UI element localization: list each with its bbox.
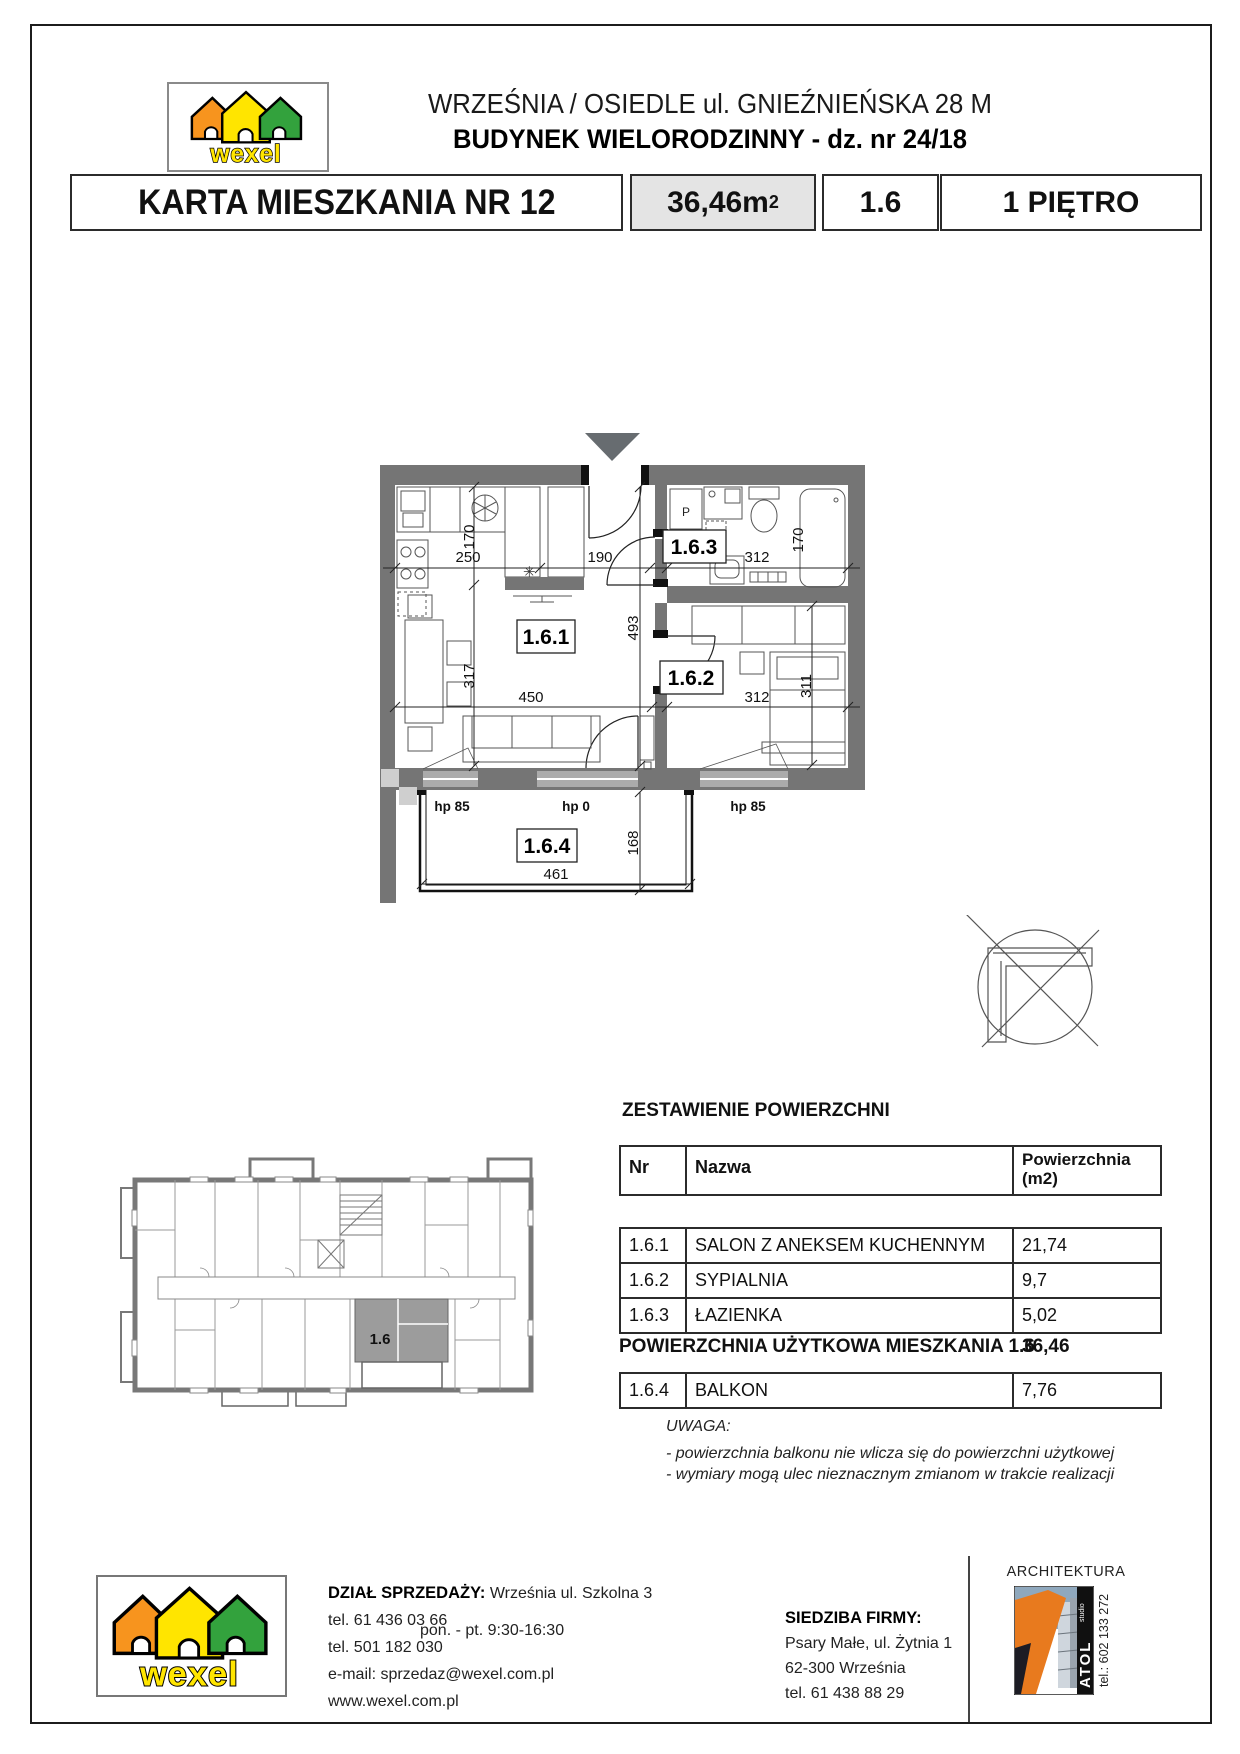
dim-salon-left-height: 317 <box>461 663 478 689</box>
highlighted-unit <box>355 1299 448 1388</box>
unit-label: 1.6 <box>369 1331 391 1348</box>
dim-salon-height: 493 <box>625 615 642 641</box>
table-row <box>621 1229 1160 1264</box>
dim-bedroom-height: 311 <box>798 674 815 698</box>
atol-name: ATOL <box>1077 1640 1094 1688</box>
balcony-row-box <box>619 1372 1162 1409</box>
sales-phone1: tel. 61 436 03 66 <box>328 1612 448 1629</box>
wexel-logo-text: wexel <box>210 140 282 166</box>
row-name: BALKON <box>687 1374 1014 1407</box>
area-sup: 2 <box>768 192 779 212</box>
building-plan <box>108 1148 548 1428</box>
orientation-symbol-icon <box>965 915 1105 1055</box>
footer-divider <box>968 1556 970 1722</box>
table-header-row <box>619 1145 1162 1196</box>
total-label: POWIERZCHNIA UŻYTKOWA MIESZKANIA 1.6 <box>619 1336 1035 1357</box>
wexel-footer-logo <box>96 1575 287 1697</box>
floor-box: 1 PIĘTRO <box>940 174 1202 231</box>
hq-address2: 62-300 Września <box>785 1660 906 1677</box>
door-arcs <box>586 486 715 768</box>
atol-studio-logo <box>1014 1586 1094 1695</box>
header-location: WRZEŚNIA / OSIEDLE ul. GNIEŹNIEŃSKA 28 M <box>427 88 992 119</box>
dim-balcony-depth: 168 <box>625 830 642 856</box>
sales-phone2: tel. 501 182 030 <box>328 1639 443 1656</box>
row-area: 7,76 <box>1022 1380 1058 1400</box>
row-area: 9,7 <box>1022 1270 1048 1290</box>
col-header-area: Powierzchnia (m2) <box>1022 1150 1131 1188</box>
row-nr: 1.6.1 <box>621 1229 687 1262</box>
col-header-name: Nazwa <box>687 1147 1014 1194</box>
wexel-logo-icon <box>169 84 323 166</box>
dim-kitchen-width: 250 <box>455 549 481 566</box>
dim-hall-width: 190 <box>587 549 613 566</box>
table-row <box>621 1374 1160 1407</box>
wexel-footer-logo-text: wexel <box>140 1655 239 1691</box>
washer-label: P <box>681 505 691 519</box>
note-line: - powierzchnia balkonu nie wlicza się do powierzchni użytkowej <box>666 1445 1115 1462</box>
summary-heading: ZESTAWIENIE POWIERZCHNI <box>622 1100 890 1121</box>
header-building: BUDYNEK WIELORODZINNY - dz. nr 24/18 <box>452 124 968 154</box>
room-label-balcony: 1.6.4 <box>523 835 571 858</box>
sales-address: Września ul. Szkolna 3 <box>489 1585 653 1602</box>
sales-email: e-mail: sprzedaz@wexel.com.pl <box>328 1666 555 1683</box>
row-nr: 1.6.3 <box>621 1299 687 1332</box>
ceiling-symbol: ✳ <box>523 564 536 581</box>
building-corridor <box>158 1277 515 1299</box>
row-name: ŁAZIENKA <box>687 1299 1014 1332</box>
sales-department-block <box>328 1580 688 1715</box>
entry-arrow-icon <box>585 433 640 461</box>
hp-labels <box>434 799 766 814</box>
table-row <box>621 1299 1160 1332</box>
col-header-nr: Nr <box>621 1147 687 1194</box>
hp-label-left: hp 85 <box>434 799 470 814</box>
plan-windows <box>423 771 788 787</box>
total-value: 36,46 <box>1022 1336 1070 1357</box>
opening-hours: pon. - pt. 9:30-16:30 <box>420 1622 565 1639</box>
hp-label-middle: hp 0 <box>562 799 590 814</box>
dim-salon-width: 450 <box>518 689 544 706</box>
architecture-label: ARCHITEKTURA <box>1006 1564 1126 1580</box>
dim-bedroom-width: 312 <box>744 689 770 706</box>
hq-phone: tel. 61 438 88 29 <box>785 1685 905 1702</box>
note-line: - wymiary mogą ulec nieznacznym zmianom w trakcie realizacji <box>666 1466 1115 1483</box>
total-area-line <box>619 1336 1158 1366</box>
row-nr: 1.6.4 <box>621 1374 687 1407</box>
room-label-bedroom: 1.6.2 <box>667 667 715 690</box>
row-area: 21,74 <box>1022 1235 1068 1255</box>
headquarters-block <box>785 1606 975 1706</box>
area-box <box>630 174 816 231</box>
floor-plan <box>370 425 875 903</box>
hq-address1: Psary Małe, ul. Żytnia 1 <box>785 1635 953 1652</box>
dim-bathroom-width: 312 <box>744 549 770 566</box>
atol-sub: studio <box>1079 1603 1086 1622</box>
row-name: SALON Z ANEKSEM KUCHENNYM <box>687 1229 1014 1262</box>
card-title-text: KARTA MIESZKANIA NR 12 <box>137 182 556 222</box>
room-label-bathroom: 1.6.3 <box>670 536 718 559</box>
hp-label-right: hp 85 <box>730 799 766 814</box>
dim-balcony-width: 461 <box>543 866 569 883</box>
notes-block <box>666 1416 1206 1485</box>
dim-kitchen-depth: 170 <box>461 524 478 550</box>
wexel-footer-logo-icon <box>98 1577 281 1691</box>
atol-studio-logo-icon <box>1014 1586 1094 1695</box>
notes-heading: UWAGA: <box>666 1418 731 1435</box>
area-value: 36,46m <box>667 185 769 219</box>
card-title <box>70 174 623 231</box>
wexel-logo <box>167 82 329 172</box>
area-table-rows <box>619 1227 1162 1334</box>
table-row <box>621 1264 1160 1299</box>
wall-hatch-1 <box>381 769 399 787</box>
unit-number-box: 1.6 <box>822 174 939 231</box>
dim-bathroom-depth: 170 <box>790 527 807 553</box>
dimension-lines <box>383 482 860 895</box>
sales-website: www.wexel.com.pl <box>328 1693 459 1710</box>
row-name: SYPIALNIA <box>687 1264 1014 1297</box>
architecture-phone: tel.: 602 133 272 <box>1097 1593 1111 1688</box>
sales-label: DZIAŁ SPRZEDAŻY: <box>328 1584 486 1602</box>
wall-hatch-2 <box>399 787 417 805</box>
room-label-salon: 1.6.1 <box>522 626 570 649</box>
hq-label: SIEDZIBA FIRMY: <box>785 1609 922 1627</box>
row-area: 5,02 <box>1022 1305 1058 1325</box>
row-nr: 1.6.2 <box>621 1264 687 1297</box>
